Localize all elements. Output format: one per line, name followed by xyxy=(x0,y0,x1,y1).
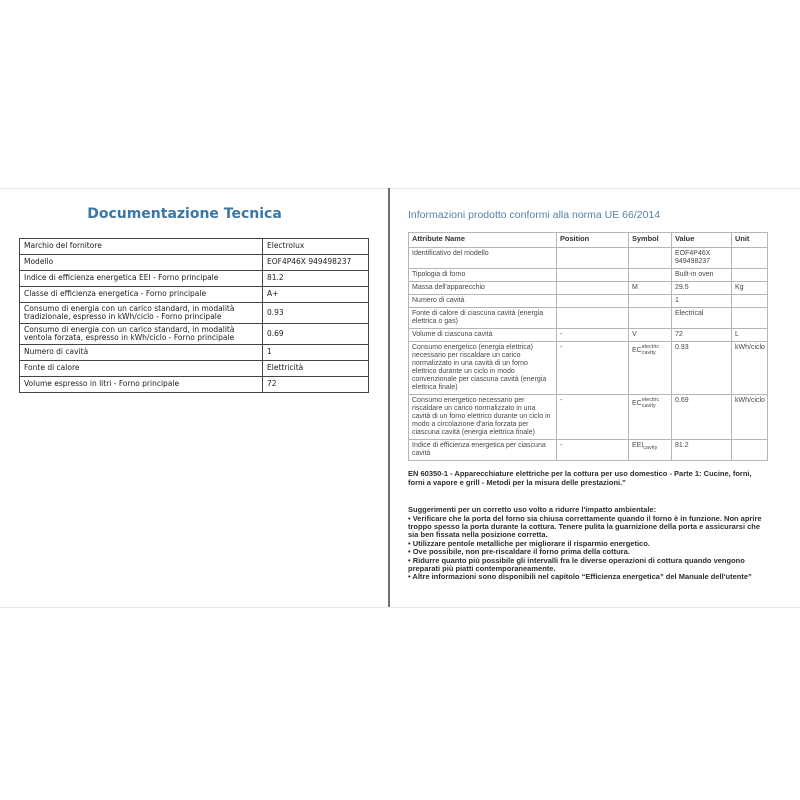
value-cell: 0.93 xyxy=(672,342,732,395)
label-cell: Fonte di calore xyxy=(20,361,263,377)
symbol-cell xyxy=(629,269,672,282)
table-row xyxy=(409,395,768,440)
value-cell: 81.2 xyxy=(672,440,732,461)
table-row xyxy=(20,255,369,271)
value-cell: 1 xyxy=(672,295,732,308)
table-row xyxy=(409,329,768,342)
symbol-subscript: electric cavity xyxy=(641,397,660,409)
value-cell: 72 xyxy=(672,329,732,342)
value-cell: 1 xyxy=(263,345,369,361)
suggestion-item: • Ove possibile, non pre-riscaldare il forno prima della cottura. xyxy=(408,547,630,557)
table-row xyxy=(409,342,768,395)
unit-cell: L xyxy=(732,329,768,342)
column-header-position: Position xyxy=(557,233,629,248)
unit-cell xyxy=(732,269,768,282)
technical-data-table xyxy=(19,238,369,393)
suggestion-intro: Suggerimenti per un corretto uso volto a ridurre l'impatto ambientale: xyxy=(408,505,657,515)
table-row xyxy=(20,287,369,303)
value-cell: Electrolux xyxy=(263,239,369,255)
suggestion-item: • Altre informazioni sono disponibili nel capitolo “Efficienza energetica” del Manuale dell'utente” xyxy=(408,572,752,582)
label-cell: Numero di cavità xyxy=(20,345,263,361)
standard-reference-note: EN 60350-1 - Apparecchiature elettriche per la cottura per uso domestico - Parte 1: Cucine, forni, forni a vapore e grill - Metodi per la misura delle prestazioni." xyxy=(408,469,752,487)
symbol-cell xyxy=(629,295,672,308)
value-cell: 0.69 xyxy=(672,395,732,440)
page-top-divider xyxy=(0,188,800,189)
position-cell xyxy=(557,282,629,295)
value-cell: A+ xyxy=(263,287,369,303)
table-row xyxy=(20,271,369,287)
symbol-cell: $EC_{electric cavity}$ xyxy=(629,342,672,395)
label-cell: Marchio del fornitore xyxy=(20,239,263,255)
label-cell: Classe di efficienza energetica - Forno principale xyxy=(20,287,263,303)
unit-cell: kWh/ciclo xyxy=(732,342,768,395)
table-row xyxy=(20,239,369,255)
value-cell: 29.5 xyxy=(672,282,732,295)
symbol-cell: $EC_{electric cavity}$ xyxy=(629,395,672,440)
page-title: Documentazione Tecnica xyxy=(87,206,282,222)
position-cell: - xyxy=(557,329,629,342)
symbol-subscript: cavity xyxy=(643,445,658,451)
label-cell: Consumo di energia con un carico standard, in modalità ventola forzata, espresso in kWh/ciclo - Forno principale xyxy=(20,324,263,345)
attribute-cell: Identificativo del modello xyxy=(409,248,557,269)
suggestion-item: • Ridurre quanto più possibile gli intervalli fra le diverse operazioni di cottura quando vengono preparati più piatti contemporaneamente. xyxy=(408,555,745,574)
table-row xyxy=(409,248,768,269)
unit-cell: kWh/ciclo xyxy=(732,395,768,440)
symbol-cell: $EEI_{cavity}$ xyxy=(629,440,672,461)
value-cell: 0.93 xyxy=(263,303,369,324)
label-cell: Modello xyxy=(20,255,263,271)
position-cell xyxy=(557,308,629,329)
value-cell: 0.69 xyxy=(263,324,369,345)
technical-documentation-page xyxy=(19,206,350,393)
symbol-cell: M xyxy=(629,282,672,295)
position-cell: - xyxy=(557,395,629,440)
position-cell xyxy=(557,248,629,269)
page-bottom-divider xyxy=(0,607,800,608)
value-cell: 72 xyxy=(263,377,369,393)
table-row xyxy=(20,377,369,393)
section-title: Informazioni prodotto conformi alla norma UE 66/2014 xyxy=(408,209,661,221)
table-row xyxy=(409,295,768,308)
value-cell: EOF4P46X 949498237 xyxy=(263,255,369,271)
value-cell: Built-in oven xyxy=(672,269,732,282)
eco-suggestions xyxy=(408,506,770,582)
header-row xyxy=(409,233,768,248)
value-cell: 81.2 xyxy=(263,271,369,287)
position-cell: - xyxy=(557,440,629,461)
label-cell: Volume espresso in litri - Forno principale xyxy=(20,377,263,393)
column-header-attribute: Attribute Name xyxy=(409,233,557,248)
attribute-cell: Numero di cavità xyxy=(409,295,557,308)
unit-cell xyxy=(732,248,768,269)
position-cell xyxy=(557,269,629,282)
unit-cell xyxy=(732,308,768,329)
value-cell: Electrical xyxy=(672,308,732,329)
product-information-page xyxy=(408,209,770,582)
unit-cell: Kg xyxy=(732,282,768,295)
table-row xyxy=(409,269,768,282)
table-row xyxy=(409,282,768,295)
table-row xyxy=(409,308,768,329)
symbol-cell xyxy=(629,308,672,329)
suggestion-item: • Utilizzare pentole metalliche per migliorare il risparmio energetico. xyxy=(408,538,650,548)
table-row xyxy=(20,361,369,377)
symbol-subscript: electric cavity xyxy=(641,344,660,356)
product-info-table xyxy=(408,232,768,461)
table-row xyxy=(20,324,369,345)
unit-cell xyxy=(732,295,768,308)
position-cell: - xyxy=(557,342,629,395)
label-cell: Consumo di energia con un carico standard, in modalità tradizionale, espresso in kWh/ciclo - Forno principale xyxy=(20,303,263,324)
symbol-cell: V xyxy=(629,329,672,342)
attribute-cell: Tipologia di forno xyxy=(409,269,557,282)
suggestion-item: • Verificare che la porta del forno sia chiusa correttamente quando il forno è in funzione. Non aprire troppo spesso la porta durante la cottura. Tenere pulita la guarnizione della porta e assicurarsi che sia ben fissata nella posizione corretta. xyxy=(408,513,762,540)
column-header-value: Value xyxy=(672,233,732,248)
position-cell xyxy=(557,295,629,308)
attribute-cell: Consumo energetico necessario per riscaldare un carico normalizzato in una cavità di un forno elettrico durante un ciclo in modo a circolazione d'aria forzata per ciascuna cavità (energia elettrica finale) xyxy=(409,395,557,440)
symbol-cell xyxy=(629,248,672,269)
table-row xyxy=(20,345,369,361)
attribute-cell: Volume di ciascuna cavità xyxy=(409,329,557,342)
attribute-cell: Massa dell'apparecchio xyxy=(409,282,557,295)
attribute-cell: Fonte di calore di ciascuna cavità (energia elettrica o gas) xyxy=(409,308,557,329)
attribute-cell: Indice di efficienza energetica per ciascuna cavità xyxy=(409,440,557,461)
center-column-divider xyxy=(388,188,390,607)
value-cell: EOF4P46X 949498237 xyxy=(672,248,732,269)
label-cell: Indice di efficienza energetica EEI - Forno principale xyxy=(20,271,263,287)
table-row xyxy=(409,440,768,461)
table-row xyxy=(20,303,369,324)
unit-cell xyxy=(732,440,768,461)
value-cell: Elettricità xyxy=(263,361,369,377)
column-header-symbol: Symbol xyxy=(629,233,672,248)
attribute-cell: Consumo energetico (energia elettrica) necessario per riscaldare un carico normalizzato in una cavità di un forno elettrico durante un ciclo in modo convenzionale per ciascuna cavità (energia elettrica finale) xyxy=(409,342,557,395)
column-header-unit: Unit xyxy=(732,233,768,248)
